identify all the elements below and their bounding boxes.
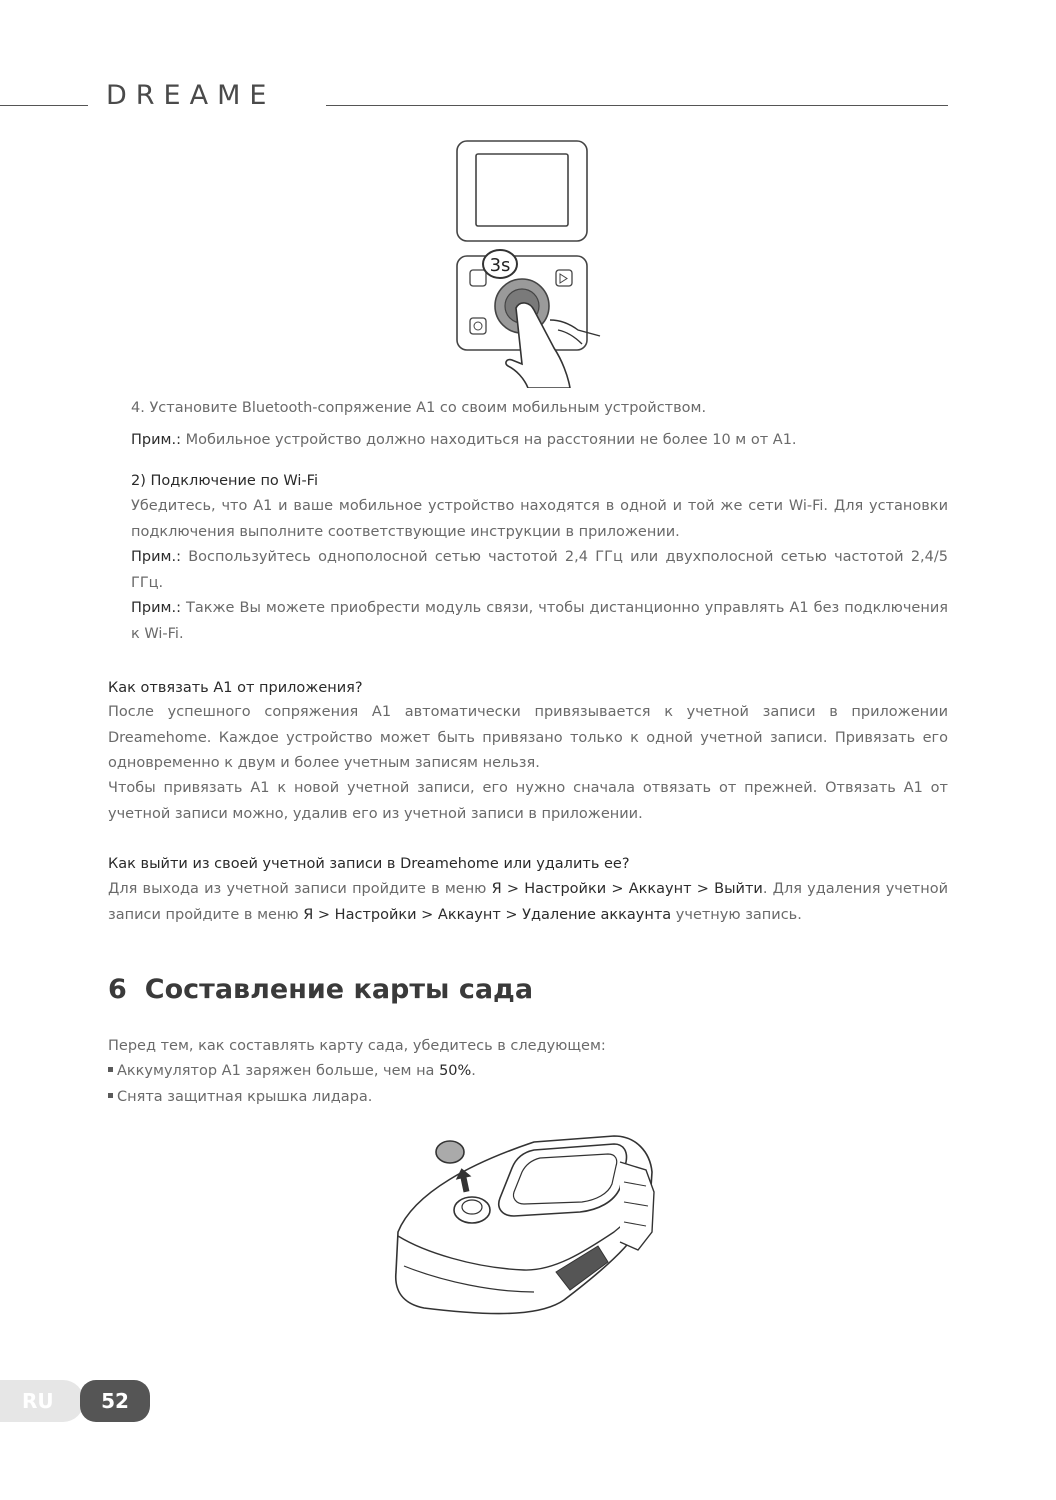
bullet-text: Аккумулятор A1 заряжен больше, чем на <box>117 1063 440 1079</box>
bullet-icon <box>108 1093 113 1098</box>
delete-menu-path: Я > Настройки > Аккаунт > Удаление аккаунта <box>303 906 672 923</box>
logout-text-3: учетную запись. <box>671 906 802 923</box>
bullet-text-end: . <box>471 1063 476 1079</box>
note-text: Мобильное устройство должно находиться на расстоянии не более 10 м от A1. <box>180 432 797 448</box>
header-rule-right <box>326 105 948 106</box>
section-number: 6 <box>108 974 127 1005</box>
step-4-text: 4. Установите Bluetooth-сопряжение A1 со своим мобильным устройством. <box>131 400 707 416</box>
mapping-intro: Перед тем, как составлять карту сада, убедитесь в следующем: <box>108 1038 606 1054</box>
dreame-logo <box>106 80 306 110</box>
bullet-battery <box>108 1059 476 1085</box>
language-tab: RU <box>0 1380 84 1422</box>
wifi-paragraph: Убедитесь, что A1 и ваше мобильное устройство находятся в одной и той же сети Wi-Fi. Для установки подключения выполните соответствующие инструкции в приложении. <box>131 498 948 540</box>
unbind-paragraph-2: Чтобы привязать A1 к новой учетной записи, его нужно сначала отвязать от прежней. Отвязать A1 от учетной записи можно, удалив его из учетной записи в приложении. <box>108 780 948 822</box>
unbind-paragraph-1: После успешного сопряжения A1 автоматически привязывается к учетной записи в приложении Dreamehome. Каждое устройство может быть привязано только к одной учетной записи. Привязать его одновременно к двум и более учетным записям нельзя. <box>108 704 948 771</box>
control-panel-illustration <box>450 138 610 388</box>
section-title-text: Составление карты сада <box>144 974 534 1005</box>
logout-menu-path: Я > Настройки > Аккаунт > Выйти <box>491 881 763 897</box>
header-rule-left <box>0 105 88 106</box>
logout-paragraph <box>108 877 948 928</box>
logout-heading: Как выйти из своей учетной записи в Dreamehome или удалить ее? <box>108 856 630 872</box>
battery-threshold: 50% <box>439 1063 472 1079</box>
section-title <box>108 974 533 1005</box>
svg-text:3s: 3s <box>489 255 511 276</box>
note-text: Также Вы можете приобрести модуль связи, чтобы дистанционно управлять A1 без подключения к Wi-Fi. <box>131 600 948 642</box>
svg-text:DREAME: DREAME <box>106 80 276 110</box>
bullet-text: Снята защитная крышка лидара. <box>117 1089 373 1105</box>
unbind-heading: Как отвязать A1 от приложения? <box>108 680 363 696</box>
note-label: Прим.: <box>131 549 181 565</box>
page-number: 52 <box>80 1380 150 1422</box>
note-label: Прим.: <box>131 432 181 448</box>
note-text: Воспользуйтесь однополосной сетью частотой 2,4 ГГц или двухполосной сетью частотой 2,4/5 ГГц. <box>131 549 948 591</box>
wifi-heading: 2) Подключение по Wi-Fi <box>131 473 318 489</box>
note-label: Прим.: <box>131 600 181 616</box>
wifi-note-frequency <box>131 545 948 596</box>
bullet-icon <box>108 1067 113 1072</box>
logout-text-1: Для выхода из учетной записи пройдите в меню <box>108 881 492 897</box>
mower-lidar-cover-illustration <box>384 1132 674 1322</box>
bullet-lidar-cover <box>108 1085 372 1111</box>
logout-text-2: . Для удаления учетной записи пройдите в меню <box>108 881 948 923</box>
note-distance <box>131 428 797 454</box>
wifi-note-module <box>131 596 948 647</box>
